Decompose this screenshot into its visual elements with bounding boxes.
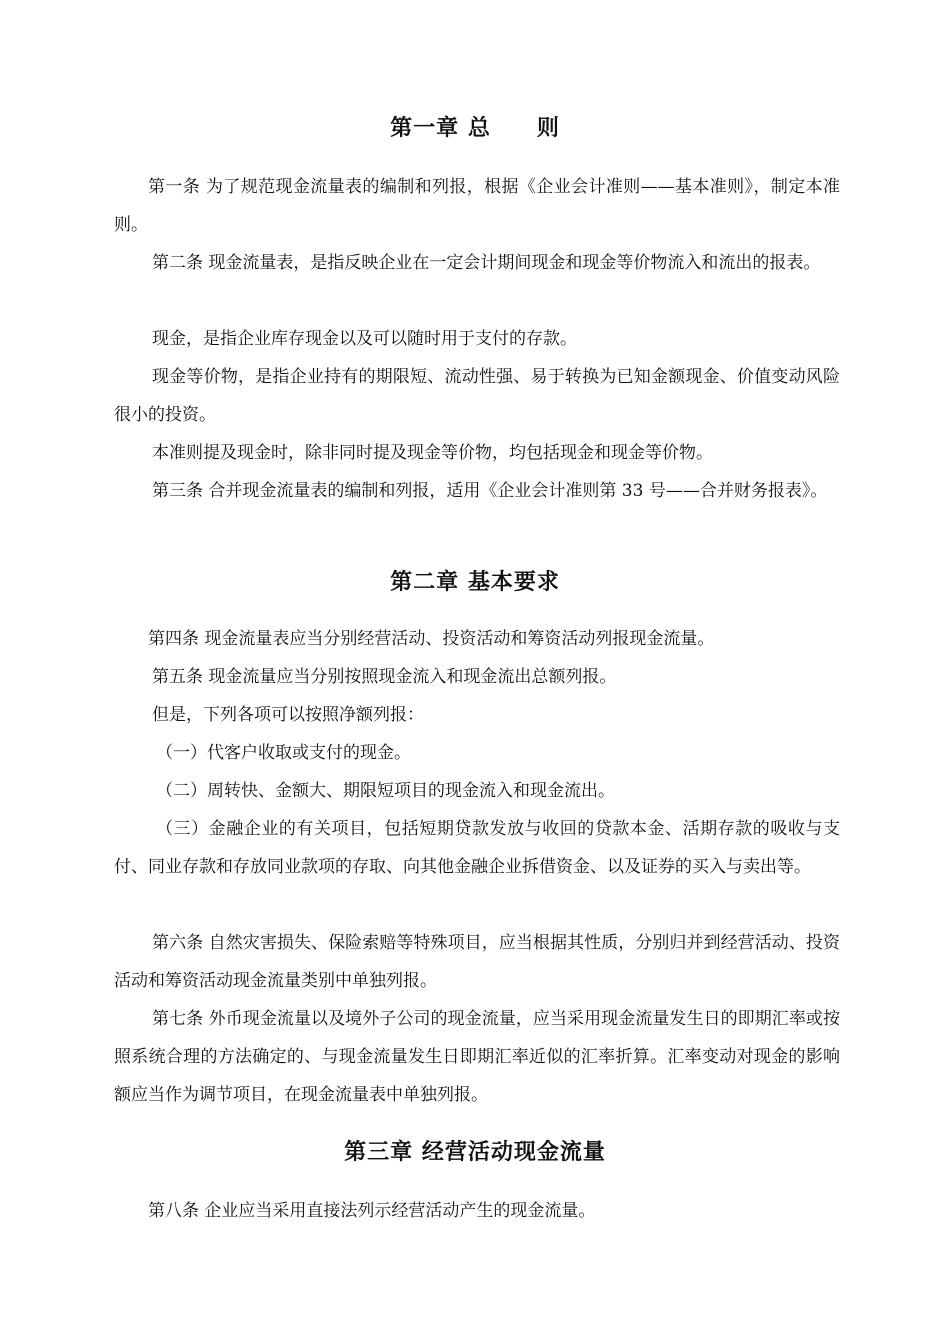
definition-cash-equivalents: 现金等价物，是指企业持有的期限短、流动性强、易于转换为已知金额现金、价值变动风险很小的投资。	[114, 367, 840, 425]
article-2: 第二条 现金流量表，是指反映企业在一定会计期间现金和现金等价物流入和流出的报表。	[152, 253, 821, 273]
scope-note: 本准则提及现金时，除非同时提及现金等价物，均包括现金和现金等价物。	[152, 443, 713, 463]
article-1: 第一条 为了规范现金流量表的编制和列报，根据《企业会计准则——基本准则》，制定本准则。	[114, 177, 840, 235]
net-item-3: （三）金融企业的有关项目，包括短期贷款发放与收回的贷款本金、活期存款的吸收与支付、同业存款和存放同业款项的存取、向其他金融企业拆借资金、以及证券的买入与卖出等。	[114, 819, 840, 877]
article-7: 第七条 外币现金流量以及境外子公司的现金流量，应当采用现金流量发生日的即期汇率或按照系统合理的方法确定的、与现金流量发生日即期汇率近似的汇率折算。汇率变动对现金的影响额应当作为调节项目，在现金流量表中单独列报。	[114, 1009, 840, 1105]
article-4: 第四条 现金流量表应当分别经营活动、投资活动和筹资活动列报现金流量。	[148, 629, 715, 649]
chapter-1-title: 第一章 总 则	[390, 116, 560, 141]
chapter-3-title: 第三章 经营活动现金流量	[344, 1140, 606, 1165]
article-6: 第六条 自然灾害损失、保险索赔等特殊项目，应当根据其性质，分别归并到经营活动、投资活动和筹资活动现金流量类别中单独列报。	[114, 933, 840, 991]
chapter-2-title: 第二章 基本要求	[390, 570, 560, 595]
net-item-2: （二）周转快、金额大、期限短项目的现金流入和现金流出。	[156, 781, 615, 801]
article-8: 第八条 企业应当采用直接法列示经营活动产生的现金流量。	[148, 1201, 596, 1221]
article-5: 第五条 现金流量应当分别按照现金流入和现金流出总额列报。	[152, 667, 617, 687]
net-item-1: （一）代客户收取或支付的现金。	[156, 743, 411, 763]
definition-cash: 现金，是指企业库存现金以及可以随时用于支付的存款。	[152, 329, 577, 349]
article-3: 第三条 合并现金流量表的编制和列报，适用《企业会计准则第 33 号——合并财务报表》。	[152, 481, 828, 501]
net-basis-intro: 但是，下列各项可以按照净额列报：	[152, 705, 424, 725]
